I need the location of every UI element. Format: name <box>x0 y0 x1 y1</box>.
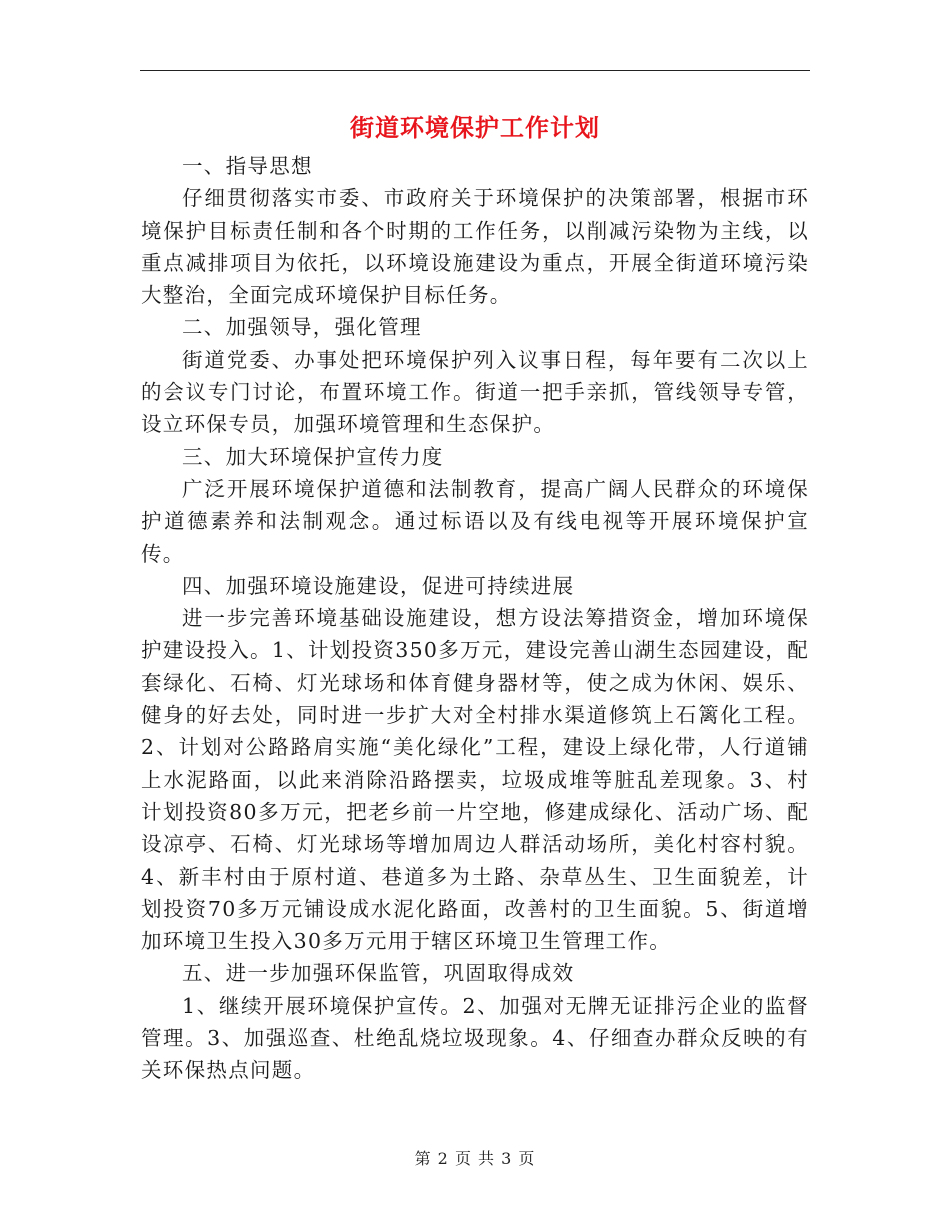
paragraph-publicity: 广泛开展环境保护道德和法制教育，提高广阔人民群众的环境保护道德素养和法制观念。通过标语以及有线电视等开展环境保护宣传。 <box>141 476 809 566</box>
section-heading-2: 二、加强领导，强化管理 <box>182 315 422 340</box>
document-title: 街道环境保护工作计划 <box>350 113 600 142</box>
paragraph-facilities: 进一步完善环境基础设施建设，想方设法筹措资金，增加环境保护建设投入。1、计划投资350多万元，建设完善山湖生态园建设，配套绿化、石椅、灯光球场和体育健身器材等，使之成为休闲、娱乐、健身的好去处，同时进一步扩大对全村排水渠道修筑上石篱化工程。2、计划对公路路肩实施“美化绿化”工程，建设上绿化带，人行道铺上水泥路面，以此来消除沿路摆卖，垃圾成堆等脏乱差现象。3、村计划投资80多万元，把老乡前一片空地，修建成绿化、活动广场、配设凉亭、石椅、灯光球场等增加周边人群活动场所，美化村容村貌。4、新丰村由于原村道、巷道多为土路、杂草丛生、卫生面貌差，计划投资70多万元铺设成水泥化路面，改善村的卫生面貌。5、街道增加环境卫生投入30多万元用于辖区环境卫生管理工作。 <box>141 606 809 954</box>
header-rule <box>140 70 810 71</box>
section-heading-5: 五、进一步加强环保监管，巩固取得成效 <box>182 961 575 986</box>
document-body <box>141 150 809 1087</box>
page-number: 第 2 页 共 3 页 <box>414 1149 536 1168</box>
section-heading-4: 四、加强环境设施建设，促进可持续进展 <box>182 573 575 598</box>
section-heading-1: 一、指导思想 <box>182 154 313 178</box>
paragraph-leadership: 街道党委、办事处把环境保护列入议事日程，每年要有二次以上的会议专门讨论，布置环境工作。街道一把手亲抓，管线领导专管，设立环保专员，加强环境管理和生态保护。 <box>141 347 809 437</box>
paragraph-guiding-ideology: 仔细贯彻落实市委、市政府关于环境保护的决策部署，根据市环境保护目标责任制和各个时期的工作任务，以削减污染物为主线，以重点减排项目为依托，以环境设施建设为重点，开展全街道环境污染大整治，全面完成环境保护目标任务。 <box>141 186 809 308</box>
paragraph-supervision: 1、继续开展环境保护宣传。2、加强对无牌无证排污企业的监督管理。3、加强巡查、杜绝乱烧垃圾现象。4、仔细查办群众反映的有关环保热点问题。 <box>141 993 809 1083</box>
section-heading-3: 三、加大环境保护宣传力度 <box>182 444 444 469</box>
